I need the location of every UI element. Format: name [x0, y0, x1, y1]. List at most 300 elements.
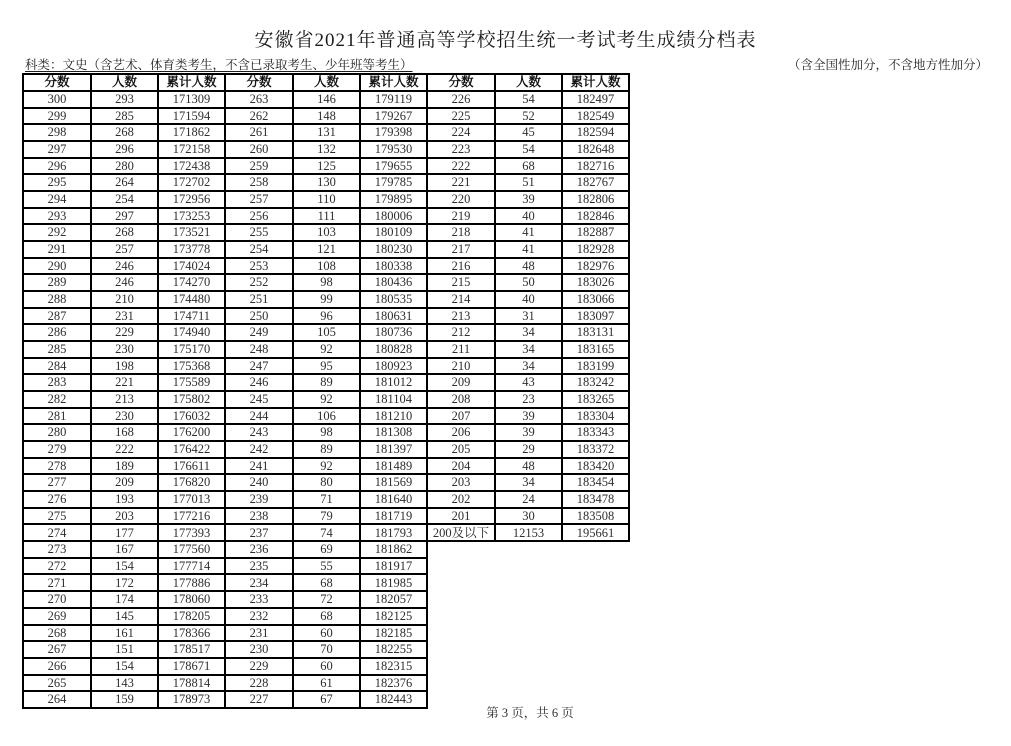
table-cell: 277	[23, 474, 91, 491]
table-cell: 174940	[158, 324, 225, 341]
table-row	[225, 508, 427, 525]
table-cell: 40	[495, 291, 562, 308]
table-cell: 39	[495, 424, 562, 441]
table-cell: 68	[293, 574, 360, 591]
table-cell: 172158	[158, 141, 225, 158]
table-cell: 96	[293, 308, 360, 325]
table-cell: 180828	[360, 341, 427, 358]
table-cell: 288	[23, 291, 91, 308]
table-cell: 183242	[562, 374, 629, 391]
table-cell: 273	[23, 541, 91, 558]
table-cell: 183420	[562, 458, 629, 475]
table-cell: 30	[495, 508, 562, 525]
table-cell: 177216	[158, 508, 225, 525]
table-cell: 223	[427, 141, 495, 158]
table-cell: 174480	[158, 291, 225, 308]
subtitle-row	[25, 55, 988, 73]
table-cell: 270	[23, 591, 91, 608]
table-row	[427, 474, 629, 491]
table-cell: 143	[91, 675, 158, 692]
table-cell: 229	[91, 324, 158, 341]
table-cell: 264	[91, 174, 158, 191]
table-cell: 72	[293, 591, 360, 608]
table-cell: 180230	[360, 241, 427, 258]
table-cell: 217	[427, 241, 495, 258]
table-cell: 173253	[158, 208, 225, 225]
table-cell: 183508	[562, 508, 629, 525]
table-cell: 246	[91, 258, 158, 275]
table-cell: 182497	[562, 91, 629, 108]
table-cell: 233	[225, 591, 293, 608]
table-cell: 92	[293, 341, 360, 358]
table-row	[23, 675, 225, 692]
table-cell: 179267	[360, 108, 427, 125]
table-cell: 167	[91, 541, 158, 558]
table-row	[427, 308, 629, 325]
table-cell: 95	[293, 358, 360, 375]
table-cell: 269	[23, 608, 91, 625]
table-cell: 182185	[360, 625, 427, 642]
table-cell: 178814	[158, 675, 225, 692]
table-cell: 182928	[562, 241, 629, 258]
table-cell: 230	[91, 341, 158, 358]
table-cell: 181985	[360, 574, 427, 591]
table-row	[427, 291, 629, 308]
table-cell: 69	[293, 541, 360, 558]
table-row	[225, 524, 427, 541]
table-header	[225, 74, 427, 91]
table-cell: 261	[225, 124, 293, 141]
table-cell: 68	[495, 158, 562, 175]
table-row	[225, 291, 427, 308]
table-cell: 61	[293, 675, 360, 692]
column-header-count: 人数	[495, 74, 562, 91]
table-cell: 181862	[360, 541, 427, 558]
table-row	[225, 574, 427, 591]
table-cell: 182806	[562, 191, 629, 208]
table-cell: 171309	[158, 91, 225, 108]
table-cell: 297	[23, 141, 91, 158]
table-cell: 92	[293, 391, 360, 408]
table-cell: 98	[293, 424, 360, 441]
table-cell: 183066	[562, 291, 629, 308]
table-cell: 146	[293, 91, 360, 108]
table-cell: 231	[225, 625, 293, 642]
table-cell: 181104	[360, 391, 427, 408]
table-cell: 274	[23, 524, 91, 541]
table-row	[23, 524, 225, 541]
table-cell: 125	[293, 158, 360, 175]
table-cell: 263	[225, 91, 293, 108]
table-cell: 41	[495, 224, 562, 241]
table-cell: 220	[427, 191, 495, 208]
table-row	[225, 174, 427, 191]
table-cell: 297	[91, 208, 158, 225]
table-cell: 175802	[158, 391, 225, 408]
table-cell: 182549	[562, 108, 629, 125]
table-cell: 255	[225, 224, 293, 241]
table-cell: 296	[91, 141, 158, 158]
score-table-container	[22, 73, 630, 709]
table-cell: 183304	[562, 408, 629, 425]
table-row	[23, 558, 225, 575]
table-cell: 293	[23, 208, 91, 225]
table-cell: 174711	[158, 308, 225, 325]
table-cell: 300	[23, 91, 91, 108]
table-cell: 257	[225, 191, 293, 208]
table-cell: 234	[225, 574, 293, 591]
table-cell: 183478	[562, 491, 629, 508]
table-cell: 254	[91, 191, 158, 208]
table-cell: 262	[225, 108, 293, 125]
table-cell: 173778	[158, 241, 225, 258]
table-cell: 40	[495, 208, 562, 225]
table-row	[23, 424, 225, 441]
table-cell: 231	[91, 308, 158, 325]
subtitle-category: 科类：文史（含艺术、体育类考生，不含已录取考生、少年班等考生）	[25, 58, 413, 72]
table-row	[23, 324, 225, 341]
table-row	[23, 174, 225, 191]
table-row	[427, 124, 629, 141]
table-cell: 251	[225, 291, 293, 308]
table-cell: 176422	[158, 441, 225, 458]
table-cell: 183454	[562, 474, 629, 491]
table-cell: 279	[23, 441, 91, 458]
table-cell: 203	[91, 508, 158, 525]
table-cell: 232	[225, 608, 293, 625]
table-cell: 246	[91, 274, 158, 291]
table-row	[427, 241, 629, 258]
table-row	[23, 308, 225, 325]
table-row	[225, 358, 427, 375]
table-cell: 268	[23, 625, 91, 642]
table-row	[225, 141, 427, 158]
table-cell: 181210	[360, 408, 427, 425]
table-cell: 266	[23, 658, 91, 675]
table-row	[225, 625, 427, 642]
column-header-score: 分数	[23, 74, 91, 91]
table-cell: 292	[23, 224, 91, 241]
header-row	[23, 74, 225, 91]
table-cell: 154	[91, 658, 158, 675]
table-cell: 89	[293, 441, 360, 458]
table-cell: 247	[225, 358, 293, 375]
table-row	[427, 324, 629, 341]
table-cell: 228	[225, 675, 293, 692]
table-cell: 177886	[158, 574, 225, 591]
table-cell: 209	[427, 374, 495, 391]
table-cell: 183265	[562, 391, 629, 408]
table-cell: 215	[427, 274, 495, 291]
table-cell: 275	[23, 508, 91, 525]
table-body	[427, 91, 629, 541]
table-cell: 182976	[562, 258, 629, 275]
table-cell: 281	[23, 408, 91, 425]
table-cell: 256	[225, 208, 293, 225]
table-row	[427, 374, 629, 391]
table-cell: 264	[23, 691, 91, 708]
table-row	[427, 208, 629, 225]
table-cell: 283	[23, 374, 91, 391]
table-row	[23, 241, 225, 258]
table-row	[23, 591, 225, 608]
table-cell: 183131	[562, 324, 629, 341]
table-cell: 79	[293, 508, 360, 525]
table-row	[427, 458, 629, 475]
table-cell: 50	[495, 274, 562, 291]
table-row	[23, 641, 225, 658]
table-cell: 110	[293, 191, 360, 208]
table-cell: 216	[427, 258, 495, 275]
table-cell: 272	[23, 558, 91, 575]
table-cell: 180006	[360, 208, 427, 225]
table-cell: 174024	[158, 258, 225, 275]
score-table-group-2	[224, 73, 428, 709]
table-cell: 257	[91, 241, 158, 258]
table-cell: 280	[91, 158, 158, 175]
table-cell: 148	[293, 108, 360, 125]
table-cell: 31	[495, 308, 562, 325]
table-cell: 253	[225, 258, 293, 275]
table-cell: 180436	[360, 274, 427, 291]
table-cell: 182648	[562, 141, 629, 158]
table-row	[427, 358, 629, 375]
table-cell: 172956	[158, 191, 225, 208]
table-cell: 182887	[562, 224, 629, 241]
table-cell: 267	[23, 641, 91, 658]
table-cell: 180535	[360, 291, 427, 308]
table-cell: 183372	[562, 441, 629, 458]
table-cell: 67	[293, 691, 360, 708]
table-cell: 259	[225, 158, 293, 175]
table-cell: 178973	[158, 691, 225, 708]
table-row	[225, 641, 427, 658]
table-cell: 182125	[360, 608, 427, 625]
table-cell: 103	[293, 224, 360, 241]
table-cell: 213	[427, 308, 495, 325]
table-row	[23, 208, 225, 225]
column-header-score: 分数	[225, 74, 293, 91]
table-cell: 181640	[360, 491, 427, 508]
table-row	[23, 274, 225, 291]
table-cell: 172438	[158, 158, 225, 175]
table-cell: 205	[427, 441, 495, 458]
table-cell: 229	[225, 658, 293, 675]
table-cell: 268	[91, 124, 158, 141]
table-cell: 181569	[360, 474, 427, 491]
table-body	[23, 91, 225, 708]
table-cell: 282	[23, 391, 91, 408]
table-cell: 108	[293, 258, 360, 275]
table-cell: 212	[427, 324, 495, 341]
table-cell: 242	[225, 441, 293, 458]
table-row	[23, 474, 225, 491]
table-cell: 171594	[158, 108, 225, 125]
table-cell: 181793	[360, 524, 427, 541]
table-cell: 74	[293, 524, 360, 541]
table-cell: 172702	[158, 174, 225, 191]
table-row	[427, 141, 629, 158]
table-cell: 105	[293, 324, 360, 341]
table-cell: 203	[427, 474, 495, 491]
table-cell: 60	[293, 625, 360, 642]
table-cell: 177393	[158, 524, 225, 541]
table-cell: 39	[495, 191, 562, 208]
table-cell: 183165	[562, 341, 629, 358]
table-cell: 176820	[158, 474, 225, 491]
table-cell: 248	[225, 341, 293, 358]
table-row	[427, 441, 629, 458]
table-cell: 219	[427, 208, 495, 225]
table-cell: 278	[23, 458, 91, 475]
table-cell: 183199	[562, 358, 629, 375]
table-row	[427, 191, 629, 208]
table-row	[225, 308, 427, 325]
table-cell: 213	[91, 391, 158, 408]
table-row	[23, 608, 225, 625]
table-row	[23, 374, 225, 391]
table-cell: 285	[23, 341, 91, 358]
table-row	[23, 124, 225, 141]
table-cell: 198	[91, 358, 158, 375]
table-row	[225, 208, 427, 225]
table-cell: 161	[91, 625, 158, 642]
table-row	[23, 491, 225, 508]
table-cell: 70	[293, 641, 360, 658]
table-cell: 201	[427, 508, 495, 525]
table-row	[427, 108, 629, 125]
table-cell: 171862	[158, 124, 225, 141]
table-cell: 29	[495, 441, 562, 458]
table-row	[427, 424, 629, 441]
table-cell: 175368	[158, 358, 225, 375]
table-row	[23, 541, 225, 558]
table-cell: 89	[293, 374, 360, 391]
table-cell: 34	[495, 474, 562, 491]
table-cell: 291	[23, 241, 91, 258]
table-cell: 227	[225, 691, 293, 708]
score-table-group-1	[22, 73, 226, 709]
table-cell: 181489	[360, 458, 427, 475]
table-cell: 68	[293, 608, 360, 625]
table-cell: 111	[293, 208, 360, 225]
table-row	[23, 625, 225, 642]
column-header-cumulative: 累计人数	[158, 74, 225, 91]
table-cell: 238	[225, 508, 293, 525]
table-row	[225, 658, 427, 675]
table-cell: 179895	[360, 191, 427, 208]
table-row	[225, 158, 427, 175]
table-cell: 54	[495, 91, 562, 108]
table-cell: 48	[495, 458, 562, 475]
table-cell: 23	[495, 391, 562, 408]
table-cell: 92	[293, 458, 360, 475]
table-cell: 24	[495, 491, 562, 508]
table-cell: 179119	[360, 91, 427, 108]
table-cell: 176611	[158, 458, 225, 475]
table-row	[23, 224, 225, 241]
column-header-cumulative: 累计人数	[562, 74, 629, 91]
score-table-group-3	[426, 73, 630, 542]
table-row	[225, 258, 427, 275]
table-cell: 55	[293, 558, 360, 575]
table-cell: 244	[225, 408, 293, 425]
table-row	[225, 591, 427, 608]
table-cell: 208	[427, 391, 495, 408]
table-row	[225, 458, 427, 475]
table-cell: 98	[293, 274, 360, 291]
table-row	[427, 524, 629, 541]
table-cell: 130	[293, 174, 360, 191]
table-cell: 276	[23, 491, 91, 508]
table-cell: 54	[495, 141, 562, 158]
table-cell: 218	[427, 224, 495, 241]
table-cell: 245	[225, 391, 293, 408]
table-cell: 39	[495, 408, 562, 425]
table-cell: 41	[495, 241, 562, 258]
table-cell: 211	[427, 341, 495, 358]
table-cell: 230	[225, 641, 293, 658]
table-cell: 178366	[158, 625, 225, 642]
table-row	[427, 391, 629, 408]
table-cell: 236	[225, 541, 293, 558]
table-cell: 250	[225, 308, 293, 325]
table-row	[23, 258, 225, 275]
table-row	[23, 691, 225, 708]
table-cell: 214	[427, 291, 495, 308]
table-header	[427, 74, 629, 91]
table-cell: 132	[293, 141, 360, 158]
table-row	[225, 274, 427, 291]
table-row	[225, 558, 427, 575]
table-cell: 106	[293, 408, 360, 425]
table-row	[225, 191, 427, 208]
table-cell: 181719	[360, 508, 427, 525]
table-cell: 182315	[360, 658, 427, 675]
table-row	[427, 408, 629, 425]
table-cell: 45	[495, 124, 562, 141]
table-cell: 206	[427, 424, 495, 441]
table-cell: 235	[225, 558, 293, 575]
table-cell: 207	[427, 408, 495, 425]
table-row	[23, 408, 225, 425]
table-cell: 52	[495, 108, 562, 125]
table-cell: 179785	[360, 174, 427, 191]
table-row	[225, 424, 427, 441]
table-cell: 60	[293, 658, 360, 675]
table-row	[23, 341, 225, 358]
table-cell: 241	[225, 458, 293, 475]
table-cell: 295	[23, 174, 91, 191]
table-cell: 174270	[158, 274, 225, 291]
table-row	[225, 474, 427, 491]
table-cell: 51	[495, 174, 562, 191]
table-cell: 34	[495, 341, 562, 358]
table-cell: 182376	[360, 675, 427, 692]
table-cell: 294	[23, 191, 91, 208]
table-cell: 221	[91, 374, 158, 391]
table-cell: 177714	[158, 558, 225, 575]
table-cell: 260	[225, 141, 293, 158]
table-row	[225, 675, 427, 692]
header-row	[427, 74, 629, 91]
table-cell: 175589	[158, 374, 225, 391]
table-cell: 179398	[360, 124, 427, 141]
table-row	[23, 91, 225, 108]
table-row	[225, 124, 427, 141]
table-cell: 151	[91, 641, 158, 658]
table-row	[427, 274, 629, 291]
